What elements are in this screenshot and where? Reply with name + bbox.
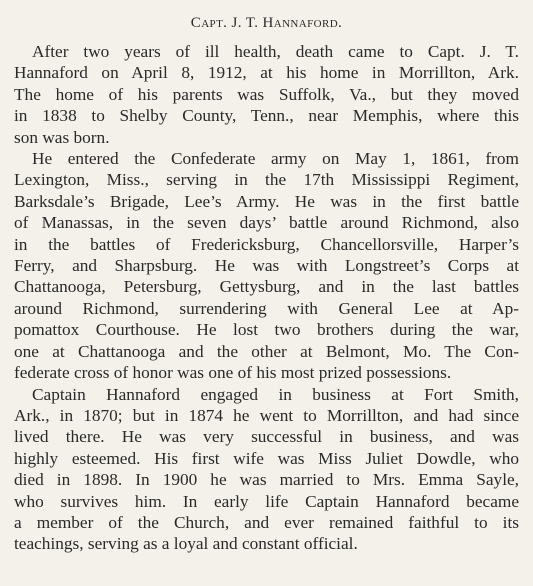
text-line: federate cross of honor was one of his most prized possessions.: [14, 363, 452, 383]
text-line: Chattanooga, Petersburg, Gettysburg, and in the last battles: [14, 277, 519, 297]
text-line: died in 1898. In 1900 he was married to Mrs. Emma Sayle,: [14, 470, 519, 490]
text-line: Lexington, Miss., serving in the 17th Mississippi Regiment,: [14, 170, 519, 190]
text-line: He entered the Confederate army on May 1, 1861, from: [32, 149, 519, 169]
text-line: Barksdale’s Brigade, Lee’s Army. He was in the first battle: [14, 191, 519, 211]
paragraph-2: [14, 148, 519, 383]
text-line: lived there. He was very successful in business, and was: [14, 427, 519, 447]
text-line: a member of the Church, and ever remained faithful to its: [14, 512, 519, 532]
paragraph-3: [14, 384, 519, 555]
text-line: son was born.: [14, 127, 110, 147]
article-title: Capt. J. T. Hannaford.: [190, 15, 343, 31]
text-line: Hannaford on April 8, 1912, at his home in Morrillton, Ark.: [14, 63, 519, 83]
text-line: around Richmond, surrendering with General Lee at Ap-: [14, 298, 519, 318]
text-line: of Manassas, in the seven days’ battle around Richmond, also: [14, 213, 519, 233]
text-line: in 1838 to Shelby County, Tenn., near Memphis, where this: [14, 106, 519, 126]
text-line: Ferry, and Sharpsburg. He was with Longstreet’s Corps at: [14, 256, 519, 276]
text-line: Ark., in 1870; but in 1874 he went to Morrillton, and had since: [14, 405, 519, 425]
text-line: in the battles of Fredericksburg, Chancellorsville, Harper’s: [14, 234, 519, 254]
text-line: Captain Hannaford engaged in business at Fort Smith,: [32, 384, 519, 404]
text-line: pomattox Courthouse. He lost two brothers during the war,: [14, 320, 519, 340]
text-line: The home of his parents was Suffolk, Va., but they moved: [14, 84, 519, 104]
text-line: one at Chattanooga and the other at Belmont, Mo. The Con-: [14, 341, 519, 361]
text-line: teachings, serving as a loyal and constant official.: [14, 534, 358, 554]
paragraph-1: [14, 41, 519, 148]
text-line: After two years of ill health, death came to Capt. J. T.: [32, 42, 519, 61]
text-line: highly esteemed. His first wife was Miss Juliet Dowdle, who: [14, 448, 519, 468]
text-line: who survives him. In early life Captain Hannaford became: [14, 491, 519, 511]
